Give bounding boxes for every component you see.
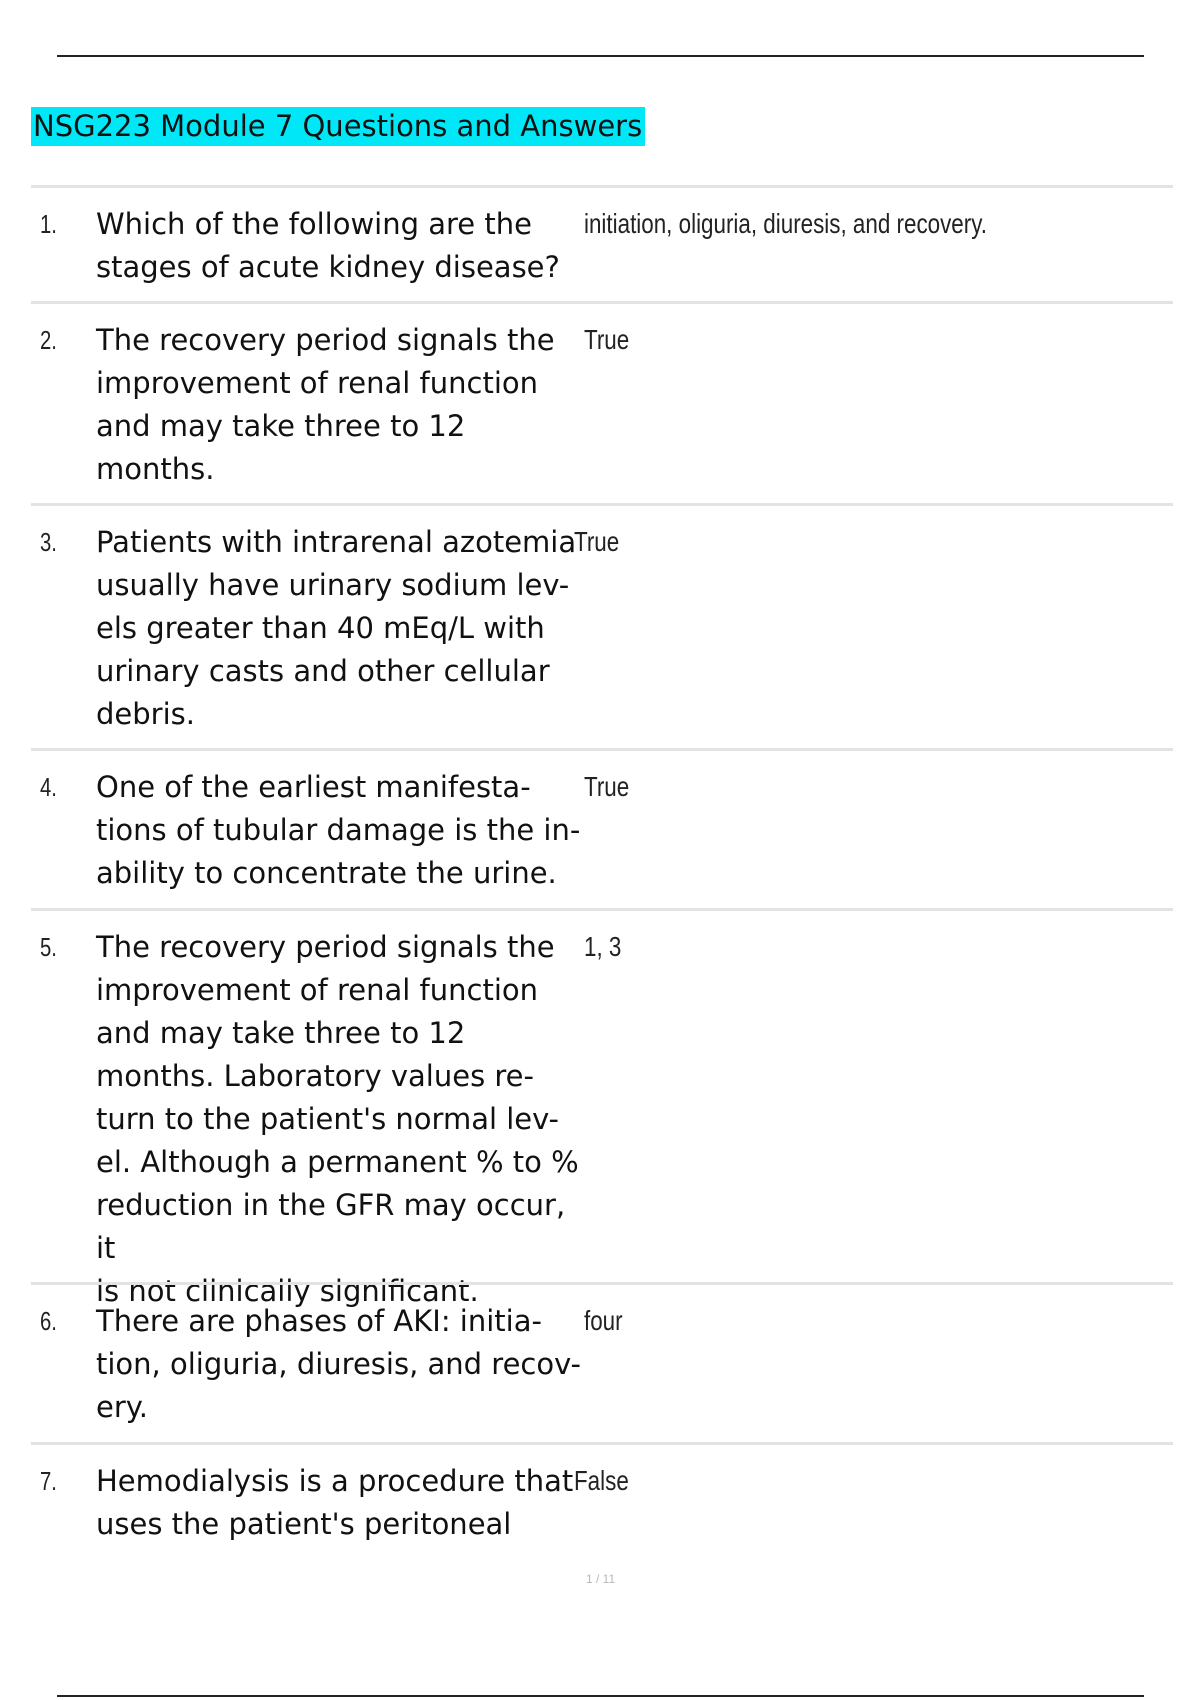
qa-row-6 [31,1282,1173,1442]
question-number: 1. [40,209,57,239]
qa-table [31,185,1173,1558]
question-number: 5. [40,932,57,962]
question-number: 4. [40,772,57,802]
qa-row-4 [31,748,1173,908]
answer-text: True [574,526,620,557]
qa-row-7 [31,1442,1173,1558]
bottom-rule [57,1695,1144,1697]
answer-text: True [584,771,630,802]
question-text: The recovery period signals the improvement of renal function and may take three to 12 months. [96,323,555,486]
question-text: Patients with intrarenal azotemia usually have urinary sodium lev- els greater than 40 mEq/L with urinary casts and other cellular debris. [96,525,577,731]
question-text: One of the earliest manifesta- tions of tubular damage is the in- ability to concentrate the urine. [96,770,581,890]
answer-text: True [584,324,630,355]
answer-text: 1, 3 [584,931,622,962]
question-text: Hemodialysis is a procedure that uses the patient's peritoneal [96,1464,574,1541]
answer-text: initiation, oliguria, diuresis, and recovery. [584,208,987,239]
top-rule [57,55,1144,57]
qa-row-2 [31,301,1173,503]
question-text: There are phases of AKI: initia- tion, oliguria, diuresis, and recov- ery. [96,1304,581,1424]
question-number: 2. [40,325,57,355]
question-number: 6. [40,1306,57,1336]
question-number: 3. [40,527,57,557]
answer-text: four [584,1305,623,1336]
page-number: 1 / 11 [586,1572,616,1586]
answer-text: False [574,1465,629,1496]
question-text: Which of the following are the stages of acute kidney disease? [96,207,560,284]
document-title: NSG223 Module 7 Questions and Answers [31,107,645,146]
qa-row-3 [31,503,1173,748]
qa-row-5 [31,908,1173,1308]
qa-row-1 [31,185,1173,301]
question-number: 7. [40,1466,57,1496]
question-text: The recovery period signals the improvement of renal function and may take three to 12 months. Laboratory values re- turn to the patient's normal lev- el. Although a permanent % to % reduction in the GFR may occur, it is not clinically significant. [96,930,579,1308]
